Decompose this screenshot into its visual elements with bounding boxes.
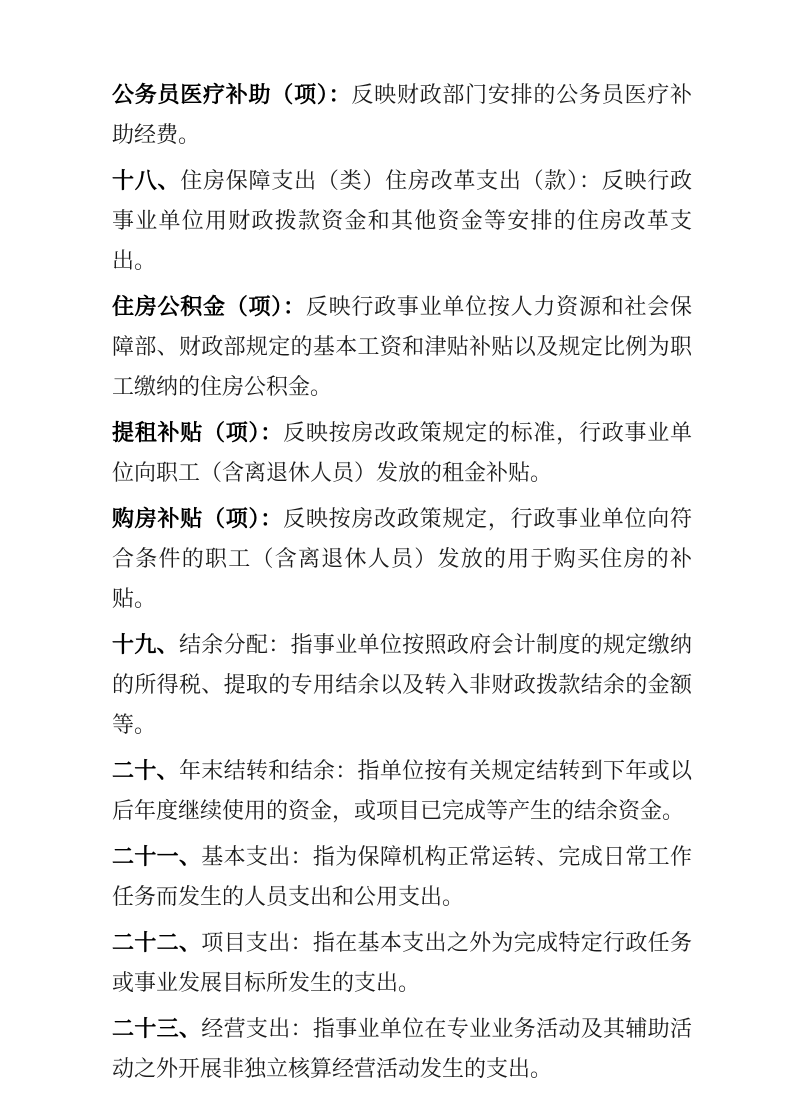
paragraph-text: 反映行政事业单位按人力资源和社会保障部、财政部规定的基本工资和津贴补贴以及规定比例为职工缴纳的住房公积金。 xyxy=(112,295,692,400)
paragraph-heading: 二十二、 xyxy=(112,931,202,956)
paragraph-text: 反映财政部门安排的公务员医疗补助经费。 xyxy=(112,83,692,148)
paragraph-text: 反映按房改政策规定，行政事业单位向符合条件的职工（含离退休人员）发放的用于购买住房的补贴。 xyxy=(112,507,692,612)
paragraph-heading: 二十一、 xyxy=(112,845,202,870)
paragraph-heading: 提租补贴（项）： xyxy=(112,421,284,446)
paragraph-text: 反映按房改政策规定的标准，行政事业单位向职工（含离退休人员）发放的租金补贴。 xyxy=(112,421,692,486)
paragraph-text: 基本支出：指为保障机构正常运转、完成日常工作任务而发生的人员支出和公用支出。 xyxy=(112,845,692,910)
paragraph-heading: 住房公积金（项）： xyxy=(112,295,306,320)
paragraph-text: 住房保障支出（类）住房改革支出（款）：反映行政事业单位用财政拨款资金和其他资金等安排的住房改革支出。 xyxy=(112,169,692,274)
paragraph-heading: 十九、 xyxy=(112,633,179,658)
paragraph-heading: 十八、 xyxy=(112,169,181,194)
paragraph-housing-expenditure xyxy=(112,162,692,282)
paragraph-heading: 二十、 xyxy=(112,759,179,784)
paragraph-purchase-subsidy xyxy=(112,500,692,620)
paragraph-text: 经营支出：指事业单位在专业业务活动及其辅助活动之外开展非独立核算经营活动发生的支出。 xyxy=(112,1017,692,1082)
paragraph-operating-expenditure xyxy=(112,1010,692,1090)
paragraph-heading: 二十三、 xyxy=(112,1017,202,1042)
paragraph-project-expenditure xyxy=(112,924,692,1004)
document-page xyxy=(112,76,692,1096)
paragraph-heading: 购房补贴（项）： xyxy=(112,507,284,532)
paragraph-housing-fund xyxy=(112,288,692,408)
paragraph-surplus-distribution xyxy=(112,626,692,746)
paragraph-text: 项目支出：指在基本支出之外为完成特定行政任务或事业发展目标所发生的支出。 xyxy=(112,931,692,996)
paragraph-basic-expenditure xyxy=(112,838,692,918)
paragraph-medical-subsidy xyxy=(112,76,692,156)
paragraph-rent-subsidy xyxy=(112,414,692,494)
paragraph-text: 结余分配：指事业单位按照政府会计制度的规定缴纳的所得税、提取的专用结余以及转入非财政拨款结余的金额等。 xyxy=(112,633,692,738)
paragraph-text: 年末结转和结余：指单位按有关规定结转到下年或以后年度继续使用的资金，或项目已完成等产生的结余资金。 xyxy=(112,759,692,824)
paragraph-heading: 公务员医疗补助（项）： xyxy=(112,83,352,108)
paragraph-year-end-carryover xyxy=(112,752,692,832)
